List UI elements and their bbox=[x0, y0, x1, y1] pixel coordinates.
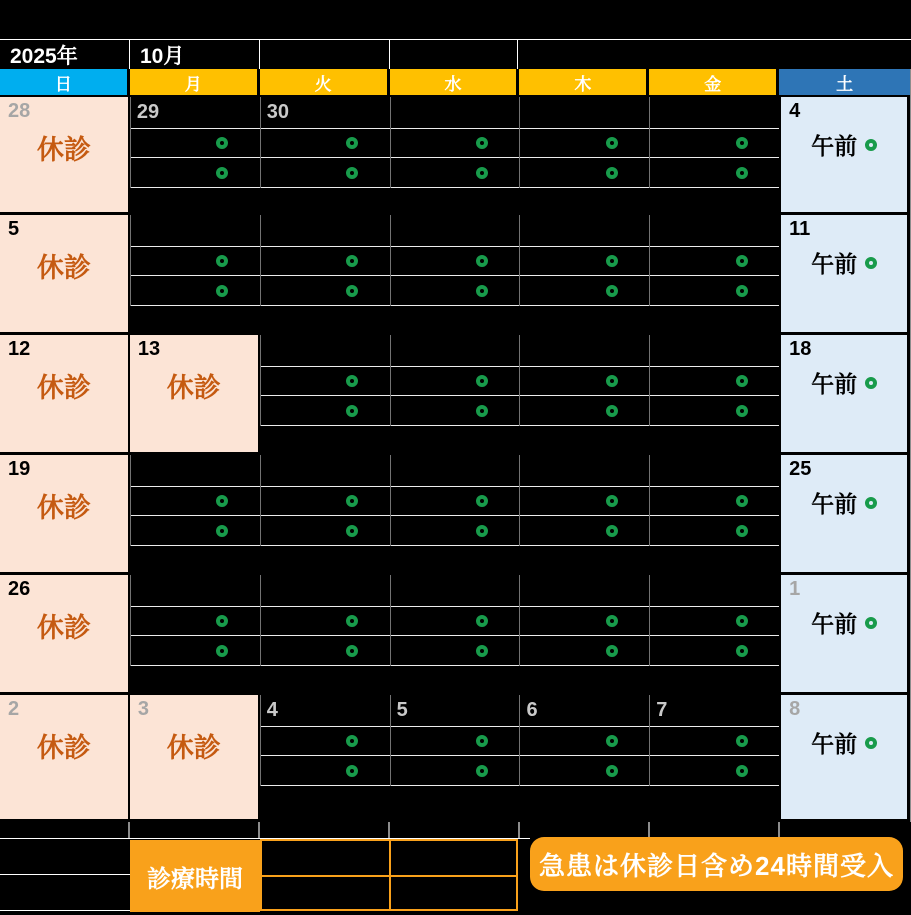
closed-label: 休診 bbox=[36, 613, 91, 643]
closed-day-cell bbox=[0, 215, 130, 335]
afternoon-open-circle-icon bbox=[216, 645, 228, 657]
day-cell-schedule bbox=[130, 97, 260, 188]
morning-open-circle-icon bbox=[736, 615, 748, 627]
morning-open-circle-icon bbox=[216, 137, 228, 149]
day-cell-schedule bbox=[260, 215, 390, 306]
afternoon-slot bbox=[261, 636, 390, 666]
morning-open-indicator bbox=[781, 366, 907, 399]
afternoon-slot bbox=[391, 158, 520, 188]
morning-label: 午前 bbox=[811, 731, 858, 757]
morning-slot bbox=[391, 129, 520, 158]
morning-slot bbox=[391, 727, 520, 756]
day-cell bbox=[260, 575, 390, 695]
morning-slot bbox=[131, 487, 260, 516]
morning-slot bbox=[650, 247, 779, 276]
afternoon-slot bbox=[131, 158, 260, 188]
afternoon-slot bbox=[391, 396, 520, 426]
morning-slot bbox=[650, 727, 779, 756]
afternoon-slot bbox=[261, 396, 390, 426]
closed-day-cell bbox=[0, 575, 130, 695]
morning-open-circle-icon bbox=[606, 735, 618, 747]
saturday-day-cell bbox=[779, 335, 910, 455]
closed-label: 休診 bbox=[166, 373, 221, 403]
morning-slot bbox=[261, 487, 390, 516]
afternoon-open-circle-icon bbox=[346, 645, 358, 657]
afternoon-open-circle-icon bbox=[476, 405, 488, 417]
afternoon-open-circle-icon bbox=[736, 285, 748, 297]
date-label: 28 bbox=[8, 100, 31, 122]
date-label: 6 bbox=[526, 699, 538, 721]
afternoon-slot bbox=[391, 636, 520, 666]
calendar-grid bbox=[0, 69, 911, 822]
saturday-day-cell bbox=[779, 575, 910, 695]
day-cell-schedule bbox=[519, 215, 649, 306]
day-cell-schedule bbox=[260, 455, 390, 546]
closed-day-cell bbox=[0, 695, 130, 822]
saturday-day-cell bbox=[779, 695, 910, 822]
afternoon-open-circle-icon bbox=[736, 525, 748, 537]
afternoon-open-circle-icon bbox=[346, 167, 358, 179]
morning-slot bbox=[261, 727, 390, 756]
closed-day-cell bbox=[0, 455, 130, 575]
afternoon-slot bbox=[261, 756, 390, 786]
saturday-day-cell bbox=[779, 215, 910, 335]
morning-open-circle-icon bbox=[736, 375, 748, 387]
date-label: 12 bbox=[8, 338, 31, 360]
morning-slot bbox=[131, 129, 260, 158]
day-cell-schedule bbox=[649, 455, 779, 546]
morning-slot bbox=[650, 607, 779, 636]
day-cell bbox=[260, 215, 390, 335]
closed-label: 休診 bbox=[36, 493, 91, 523]
morning-open-circle-icon bbox=[476, 615, 488, 627]
date-label: 4 bbox=[266, 699, 278, 721]
footer-sunday-column bbox=[0, 838, 130, 911]
afternoon-open-circle-icon bbox=[476, 525, 488, 537]
week-row bbox=[0, 575, 910, 695]
afternoon-open-circle-icon bbox=[606, 645, 618, 657]
day-cell bbox=[519, 335, 649, 455]
date-label: 5 bbox=[396, 699, 408, 721]
day-cell bbox=[649, 575, 779, 695]
afternoon-slot bbox=[131, 516, 260, 546]
afternoon-slot bbox=[520, 276, 649, 306]
date-label: 5 bbox=[8, 218, 20, 240]
year-row-empty-cell bbox=[390, 40, 518, 69]
day-cell-schedule bbox=[519, 455, 649, 546]
day-cell-schedule bbox=[390, 97, 520, 188]
closed-label: 休診 bbox=[36, 733, 91, 763]
afternoon-open-circle-icon bbox=[476, 765, 488, 777]
morning-open-circle-icon bbox=[216, 255, 228, 267]
day-cell bbox=[130, 455, 260, 575]
footer-section bbox=[0, 838, 911, 915]
closed-label: 休診 bbox=[36, 253, 91, 283]
week-row bbox=[0, 335, 910, 455]
afternoon-open-circle-icon bbox=[736, 167, 748, 179]
day-cell-schedule bbox=[260, 335, 390, 426]
morning-open-indicator bbox=[781, 128, 907, 161]
afternoon-slot bbox=[520, 516, 649, 546]
afternoon-slot bbox=[520, 158, 649, 188]
day-cell bbox=[260, 455, 390, 575]
day-cell-schedule bbox=[649, 695, 779, 786]
afternoon-open-circle-icon bbox=[606, 525, 618, 537]
day-cell bbox=[390, 97, 520, 215]
date-label: 3 bbox=[137, 698, 149, 720]
afternoon-slot bbox=[520, 636, 649, 666]
morning-open-circle-icon bbox=[865, 257, 877, 269]
morning-slot bbox=[391, 247, 520, 276]
morning-open-circle-icon bbox=[606, 495, 618, 507]
date-label: 25 bbox=[789, 458, 812, 480]
morning-label: 午前 bbox=[811, 251, 858, 277]
day-cell bbox=[649, 455, 779, 575]
closed-label: 休診 bbox=[166, 733, 221, 763]
year-row-empty-cell bbox=[260, 40, 390, 69]
afternoon-slot bbox=[650, 396, 779, 426]
morning-open-circle-icon bbox=[476, 495, 488, 507]
calendar-weeks bbox=[0, 97, 910, 822]
date-label: 1 bbox=[789, 578, 801, 600]
afternoon-slot bbox=[261, 516, 390, 546]
day-cell bbox=[260, 97, 390, 215]
morning-open-indicator bbox=[781, 606, 907, 639]
closed-day-cell bbox=[0, 335, 130, 455]
afternoon-slot bbox=[391, 276, 520, 306]
date-label: 13 bbox=[137, 338, 161, 360]
week-row bbox=[0, 97, 910, 215]
year-label: 2025年 bbox=[0, 40, 130, 69]
day-cell bbox=[649, 215, 779, 335]
afternoon-open-circle-icon bbox=[606, 765, 618, 777]
day-cell-schedule bbox=[130, 575, 260, 666]
afternoon-open-circle-icon bbox=[476, 645, 488, 657]
morning-open-circle-icon bbox=[346, 735, 358, 747]
afternoon-open-circle-icon bbox=[736, 645, 748, 657]
day-cell-schedule bbox=[130, 455, 260, 546]
closed-day-cell bbox=[130, 695, 260, 822]
date-label: 11 bbox=[789, 218, 811, 240]
day-header-tue: 火 bbox=[260, 69, 390, 95]
day-cell bbox=[260, 335, 390, 455]
day-cell-schedule bbox=[390, 455, 520, 546]
morning-open-circle-icon bbox=[476, 137, 488, 149]
closed-label: 休診 bbox=[36, 373, 91, 403]
morning-open-circle-icon bbox=[606, 255, 618, 267]
date-label: 19 bbox=[8, 458, 31, 480]
morning-slot bbox=[520, 129, 649, 158]
morning-slot bbox=[131, 247, 260, 276]
day-header-row bbox=[0, 69, 910, 97]
afternoon-open-circle-icon bbox=[216, 525, 228, 537]
saturday-day-cell bbox=[779, 97, 910, 215]
day-cell bbox=[390, 695, 520, 822]
afternoon-slot bbox=[650, 276, 779, 306]
saturday-day-cell bbox=[779, 455, 910, 575]
morning-label: 午前 bbox=[811, 611, 858, 637]
afternoon-open-circle-icon bbox=[606, 285, 618, 297]
morning-open-circle-icon bbox=[865, 377, 877, 389]
morning-slot bbox=[520, 367, 649, 396]
morning-open-circle-icon bbox=[865, 139, 877, 151]
day-cell-schedule bbox=[390, 695, 520, 786]
top-bar bbox=[0, 0, 911, 40]
morning-slot bbox=[261, 129, 390, 158]
afternoon-slot bbox=[131, 276, 260, 306]
day-header-sun: 日 bbox=[0, 69, 130, 95]
closed-day-cell bbox=[130, 335, 260, 455]
day-cell-schedule bbox=[130, 215, 260, 306]
morning-open-circle-icon bbox=[865, 617, 877, 629]
day-cell bbox=[519, 695, 649, 822]
morning-open-circle-icon bbox=[476, 735, 488, 747]
week-row bbox=[0, 695, 910, 822]
afternoon-slot bbox=[650, 516, 779, 546]
morning-open-circle-icon bbox=[346, 255, 358, 267]
closed-day-cell bbox=[0, 97, 130, 215]
morning-slot bbox=[261, 247, 390, 276]
day-cell-schedule bbox=[260, 695, 390, 786]
morning-open-circle-icon bbox=[736, 735, 748, 747]
morning-slot bbox=[261, 607, 390, 636]
day-cell bbox=[649, 97, 779, 215]
date-label: 8 bbox=[789, 698, 801, 720]
date-label: 29 bbox=[136, 101, 160, 123]
morning-open-circle-icon bbox=[476, 255, 488, 267]
hours-table bbox=[260, 839, 518, 911]
day-cell bbox=[390, 215, 520, 335]
afternoon-open-circle-icon bbox=[606, 405, 618, 417]
day-header-sat: 土 bbox=[779, 69, 910, 95]
day-header-thu: 木 bbox=[519, 69, 649, 95]
afternoon-open-circle-icon bbox=[346, 405, 358, 417]
day-cell-schedule bbox=[519, 575, 649, 666]
year-row-filler bbox=[518, 40, 911, 69]
day-cell bbox=[519, 455, 649, 575]
afternoon-slot bbox=[650, 158, 779, 188]
year-month-row bbox=[0, 40, 911, 69]
day-cell-schedule bbox=[519, 695, 649, 786]
afternoon-slot bbox=[261, 158, 390, 188]
day-header-mon: 月 bbox=[130, 69, 260, 95]
morning-slot bbox=[391, 367, 520, 396]
hours-table-horizontal-divider bbox=[262, 875, 516, 877]
date-label: 30 bbox=[266, 101, 289, 123]
morning-open-circle-icon bbox=[216, 495, 228, 507]
date-label: 4 bbox=[789, 100, 801, 122]
morning-open-indicator bbox=[781, 726, 907, 759]
day-cell bbox=[519, 215, 649, 335]
afternoon-open-circle-icon bbox=[346, 525, 358, 537]
afternoon-slot bbox=[520, 756, 649, 786]
hours-legend-block: 診療時間 bbox=[130, 840, 260, 912]
morning-open-circle-icon bbox=[346, 375, 358, 387]
afternoon-slot bbox=[391, 756, 520, 786]
morning-slot bbox=[650, 129, 779, 158]
day-cell bbox=[130, 215, 260, 335]
calendar-bottom-gap bbox=[0, 822, 780, 838]
emergency-notice-badge: 急患は休診日含め24時間受入 bbox=[530, 837, 903, 891]
morning-slot bbox=[650, 367, 779, 396]
morning-slot bbox=[520, 607, 649, 636]
closed-label: 休診 bbox=[36, 135, 91, 165]
day-header-fri: 金 bbox=[649, 69, 779, 95]
afternoon-slot bbox=[650, 756, 779, 786]
morning-slot bbox=[261, 367, 390, 396]
morning-open-circle-icon bbox=[346, 137, 358, 149]
morning-label: 午前 bbox=[811, 133, 858, 159]
morning-slot bbox=[520, 247, 649, 276]
morning-slot bbox=[131, 607, 260, 636]
day-cell bbox=[649, 335, 779, 455]
date-label: 7 bbox=[656, 699, 668, 721]
morning-open-circle-icon bbox=[865, 737, 877, 749]
afternoon-slot bbox=[131, 636, 260, 666]
afternoon-slot bbox=[520, 396, 649, 426]
day-cell-schedule bbox=[649, 97, 779, 188]
morning-open-circle-icon bbox=[216, 615, 228, 627]
day-cell-schedule bbox=[649, 215, 779, 306]
morning-slot bbox=[650, 487, 779, 516]
morning-open-circle-icon bbox=[346, 495, 358, 507]
afternoon-slot bbox=[650, 636, 779, 666]
date-label: 2 bbox=[8, 698, 20, 720]
morning-open-circle-icon bbox=[606, 615, 618, 627]
morning-label: 午前 bbox=[811, 371, 858, 397]
week-row bbox=[0, 215, 910, 335]
day-cell bbox=[390, 335, 520, 455]
day-cell-schedule bbox=[390, 575, 520, 666]
morning-slot bbox=[520, 727, 649, 756]
morning-open-circle-icon bbox=[736, 137, 748, 149]
morning-label: 午前 bbox=[811, 491, 858, 517]
morning-open-circle-icon bbox=[476, 375, 488, 387]
day-cell-schedule bbox=[649, 575, 779, 666]
day-cell-schedule bbox=[260, 575, 390, 666]
day-cell bbox=[260, 695, 390, 822]
morning-open-indicator bbox=[781, 486, 907, 519]
morning-open-circle-icon bbox=[346, 615, 358, 627]
day-cell bbox=[130, 97, 260, 215]
afternoon-open-circle-icon bbox=[216, 167, 228, 179]
morning-open-circle-icon bbox=[606, 137, 618, 149]
morning-open-circle-icon bbox=[606, 375, 618, 387]
day-cell-schedule bbox=[390, 215, 520, 306]
morning-slot bbox=[520, 487, 649, 516]
afternoon-open-circle-icon bbox=[606, 167, 618, 179]
day-header-wed: 水 bbox=[390, 69, 520, 95]
afternoon-open-circle-icon bbox=[476, 285, 488, 297]
day-cell bbox=[519, 575, 649, 695]
morning-slot bbox=[391, 487, 520, 516]
morning-open-indicator bbox=[781, 246, 907, 279]
day-cell-schedule bbox=[390, 335, 520, 426]
day-cell-schedule bbox=[519, 335, 649, 426]
day-cell bbox=[649, 695, 779, 822]
morning-open-circle-icon bbox=[865, 497, 877, 509]
day-cell bbox=[390, 575, 520, 695]
afternoon-open-circle-icon bbox=[346, 285, 358, 297]
day-cell-schedule bbox=[519, 97, 649, 188]
month-label: 10月 bbox=[130, 40, 260, 69]
day-cell-schedule bbox=[649, 335, 779, 426]
afternoon-open-circle-icon bbox=[216, 285, 228, 297]
afternoon-slot bbox=[261, 276, 390, 306]
day-cell-schedule bbox=[260, 97, 390, 188]
day-cell bbox=[519, 97, 649, 215]
day-cell bbox=[130, 575, 260, 695]
afternoon-open-circle-icon bbox=[736, 405, 748, 417]
afternoon-open-circle-icon bbox=[346, 765, 358, 777]
week-row bbox=[0, 455, 910, 575]
afternoon-slot bbox=[391, 516, 520, 546]
date-label: 18 bbox=[789, 338, 812, 360]
morning-open-circle-icon bbox=[736, 255, 748, 267]
afternoon-open-circle-icon bbox=[476, 167, 488, 179]
morning-open-circle-icon bbox=[736, 495, 748, 507]
date-label: 26 bbox=[8, 578, 31, 600]
morning-slot bbox=[391, 607, 520, 636]
day-cell bbox=[390, 455, 520, 575]
afternoon-open-circle-icon bbox=[736, 765, 748, 777]
